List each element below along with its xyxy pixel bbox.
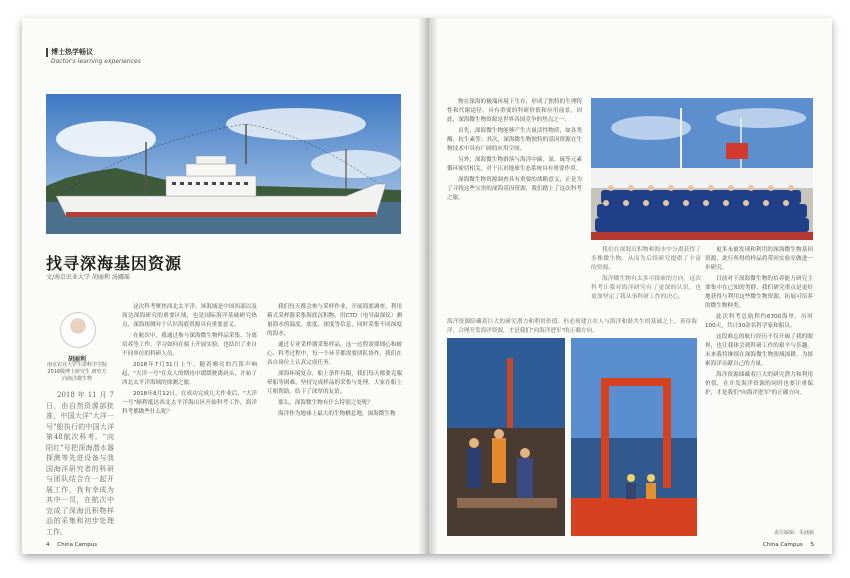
right-page: [429, 18, 832, 554]
left-folio: [46, 542, 97, 548]
paragraph: 目前对于深海微生物的培养能力研究主要集中在已知的类群，我们研究重点是更好地获得与利用这些微生物资源，拓展可培养的微生物种类。: [705, 276, 813, 309]
paragraph: 这次科考聚焦西北太平洋，该海域是中国西部以及周边深海研究的重要区域，也是国际海洋基础研究热点，深海探测对于认识海底资源具有重要意义。: [122, 304, 257, 328]
author-avatar: [60, 312, 96, 348]
page-gutter: [418, 18, 438, 554]
deck-work-photo-1: [447, 338, 565, 536]
left-column-2: [122, 303, 257, 538]
right-column-1: [447, 98, 582, 308]
left-page: [22, 18, 425, 554]
paragraph: 首先，深海微生物能够产生大量活性物质，如各类酶、抗生素等；其次，深海微生物独特的基因资源在生物技术中具有广阔的应用空间。: [447, 128, 582, 152]
deck-work-photo-2: [571, 338, 697, 536]
paragraph: 更多未被发现和利用的深海微生物基因资源，此行所得的样品将带回实验室做进一步研究。: [705, 247, 813, 271]
team-photo: [591, 98, 813, 240]
paragraph: 这段难忘的航行经历不仅开阔了我的眼界，也让我体会到科研工作的艰辛与乐趣。未来我将继续在深海微生物领域深耕，为探索海洋贡献自己的力量。: [705, 334, 813, 367]
section-label-en: Doctor's learning experiences: [51, 58, 141, 65]
paragraph: 我们在深海沉积物和海水中分离获得了多株微生物，从而为后续研究提供了丰富的资源。: [591, 247, 701, 271]
paragraph: 2018年8月12日，在成功完成几大作业后，"大洋一号"顺利抵达西北太平洋海山区开始科考工作，海洋科考都做些什么呢？: [122, 391, 257, 415]
paragraph: 海洋作为地球上最大的生物栖息地，深海微生物: [278, 411, 396, 417]
author-name: 胡丽利: [67, 356, 86, 363]
paragraph: 此次科考总航程约6700海里，历时100天，共计30余名科学家和船员。: [705, 314, 813, 329]
page-number: 4: [46, 542, 50, 548]
team-photo-illustration: [591, 98, 813, 240]
paragraph: 我们每天都会参与采样作业，开展海底调查，利用箱式采样器采集海底沉积物，用CTD（电导温深仪）测量海水的温度、盐度、深度等信息，同时采集不同深度的海水。: [267, 304, 402, 337]
left-column-1: [46, 390, 114, 540]
editor-credit: 责任编辑：朱涵颖: [773, 530, 814, 536]
deck-photo-1-illustration: [447, 338, 565, 536]
paragraph: 海洋资源储藏着巨大的研究潜力和利用价值，在开发海洋资源的同时也要注重保护，才是我们"向海洋进军"的正确方向。: [705, 372, 813, 396]
section-tag: [46, 48, 141, 66]
paragraph: 通过专业采样器采集样品，这一过程需要细心和耐心。科考过程中，每一个环节都需要团队协作，我们在各自岗位上认真完成任务。: [267, 342, 402, 366]
article-title: 找寻深海基因资源: [46, 254, 183, 273]
deck-photo-2-illustration: [571, 338, 697, 536]
right-column-3: [705, 246, 813, 536]
ship-illustration: [46, 94, 401, 234]
folio-text: China Campus: [762, 542, 803, 548]
author-info: 南京农业大学生命科学学院 2016级博士研究生 研究方向海洋微生物: [46, 362, 107, 382]
research-ship-photo: [46, 94, 401, 234]
paragraph: 深海环境复杂，船上条件有限，我们每天都要克服晕船等困难，坚持完成样品的采集与处理。大家在船上互相帮助，结下了深厚的友谊。: [267, 371, 402, 395]
folio-text: China Campus: [57, 542, 98, 548]
article-byline: 文/南京农业大学 胡丽利 汤娜瑶: [46, 274, 130, 281]
paragraph: 深海微生物资源调查具有重要的战略意义，正是为了寻找这些宝贵的深海基因资源，我们踏上了这次科考之旅。: [447, 177, 582, 201]
paragraph: 2018年11月7日，由自然资源部批准，中国大洋"大洋一号"船执行的中国大洋第48航次科考。"向阳红"号把深海潜水器探测等先进设备与我国海洋研究者的科研与团队结合在一起开展工作，我有幸成为其中一员，在航次中完成了深海沉积物样品的采集和初步处理工作。: [46, 391, 114, 536]
paragraph: 海洋微生物有太多可探索的方向，这次科考让我对海洋研究有了更深的认识，也更加坚定了我从事科研工作的决心。: [591, 276, 701, 300]
paragraph: [46, 539, 114, 540]
page-number: 5: [810, 542, 814, 548]
paragraph: 2018年7月31日上午，随着嘹亮的汽笛声响起，"大洋一号"在众人的期待中缓缓驶离码头，开始了西北太平洋海域的探测之旅。: [122, 362, 257, 386]
right-folio: [763, 542, 814, 548]
section-label-cn: 博士热学畅议: [46, 48, 141, 57]
right-column-2: [591, 246, 701, 314]
paragraph: 在航次中，我通过参与深海微生物样品采集、分离培养等工作，学习如何在船上开展实验，也结识了来自不同单位的科研人员。: [122, 333, 257, 357]
paragraph: 物在深海的极端环境下生存，形成了独特的生理特性和代谢途径，具有重要的科研价值和应用前景。因此，深海微生物资源是世界各国竞争的焦点之一。: [447, 99, 582, 123]
left-column-3: [267, 303, 402, 538]
magazine-spread: [22, 18, 832, 554]
paragraph: 另外，深海微生物群落与海洋中碳、氮、硫等元素循环密切相关，对于认识地球生态系统具有重要作用。: [447, 157, 582, 172]
caption-strip: 海洋资源陪藏着巨大的研究潜力和利用价值。但必须建立在人与海洋和谐共生的基础之上。善待海洋，合理开发海洋资源，才是我们"向海洋进军"的正确方向。: [447, 319, 697, 334]
paragraph: 那么，深海微生物有什么特别之处呢？: [278, 400, 374, 406]
